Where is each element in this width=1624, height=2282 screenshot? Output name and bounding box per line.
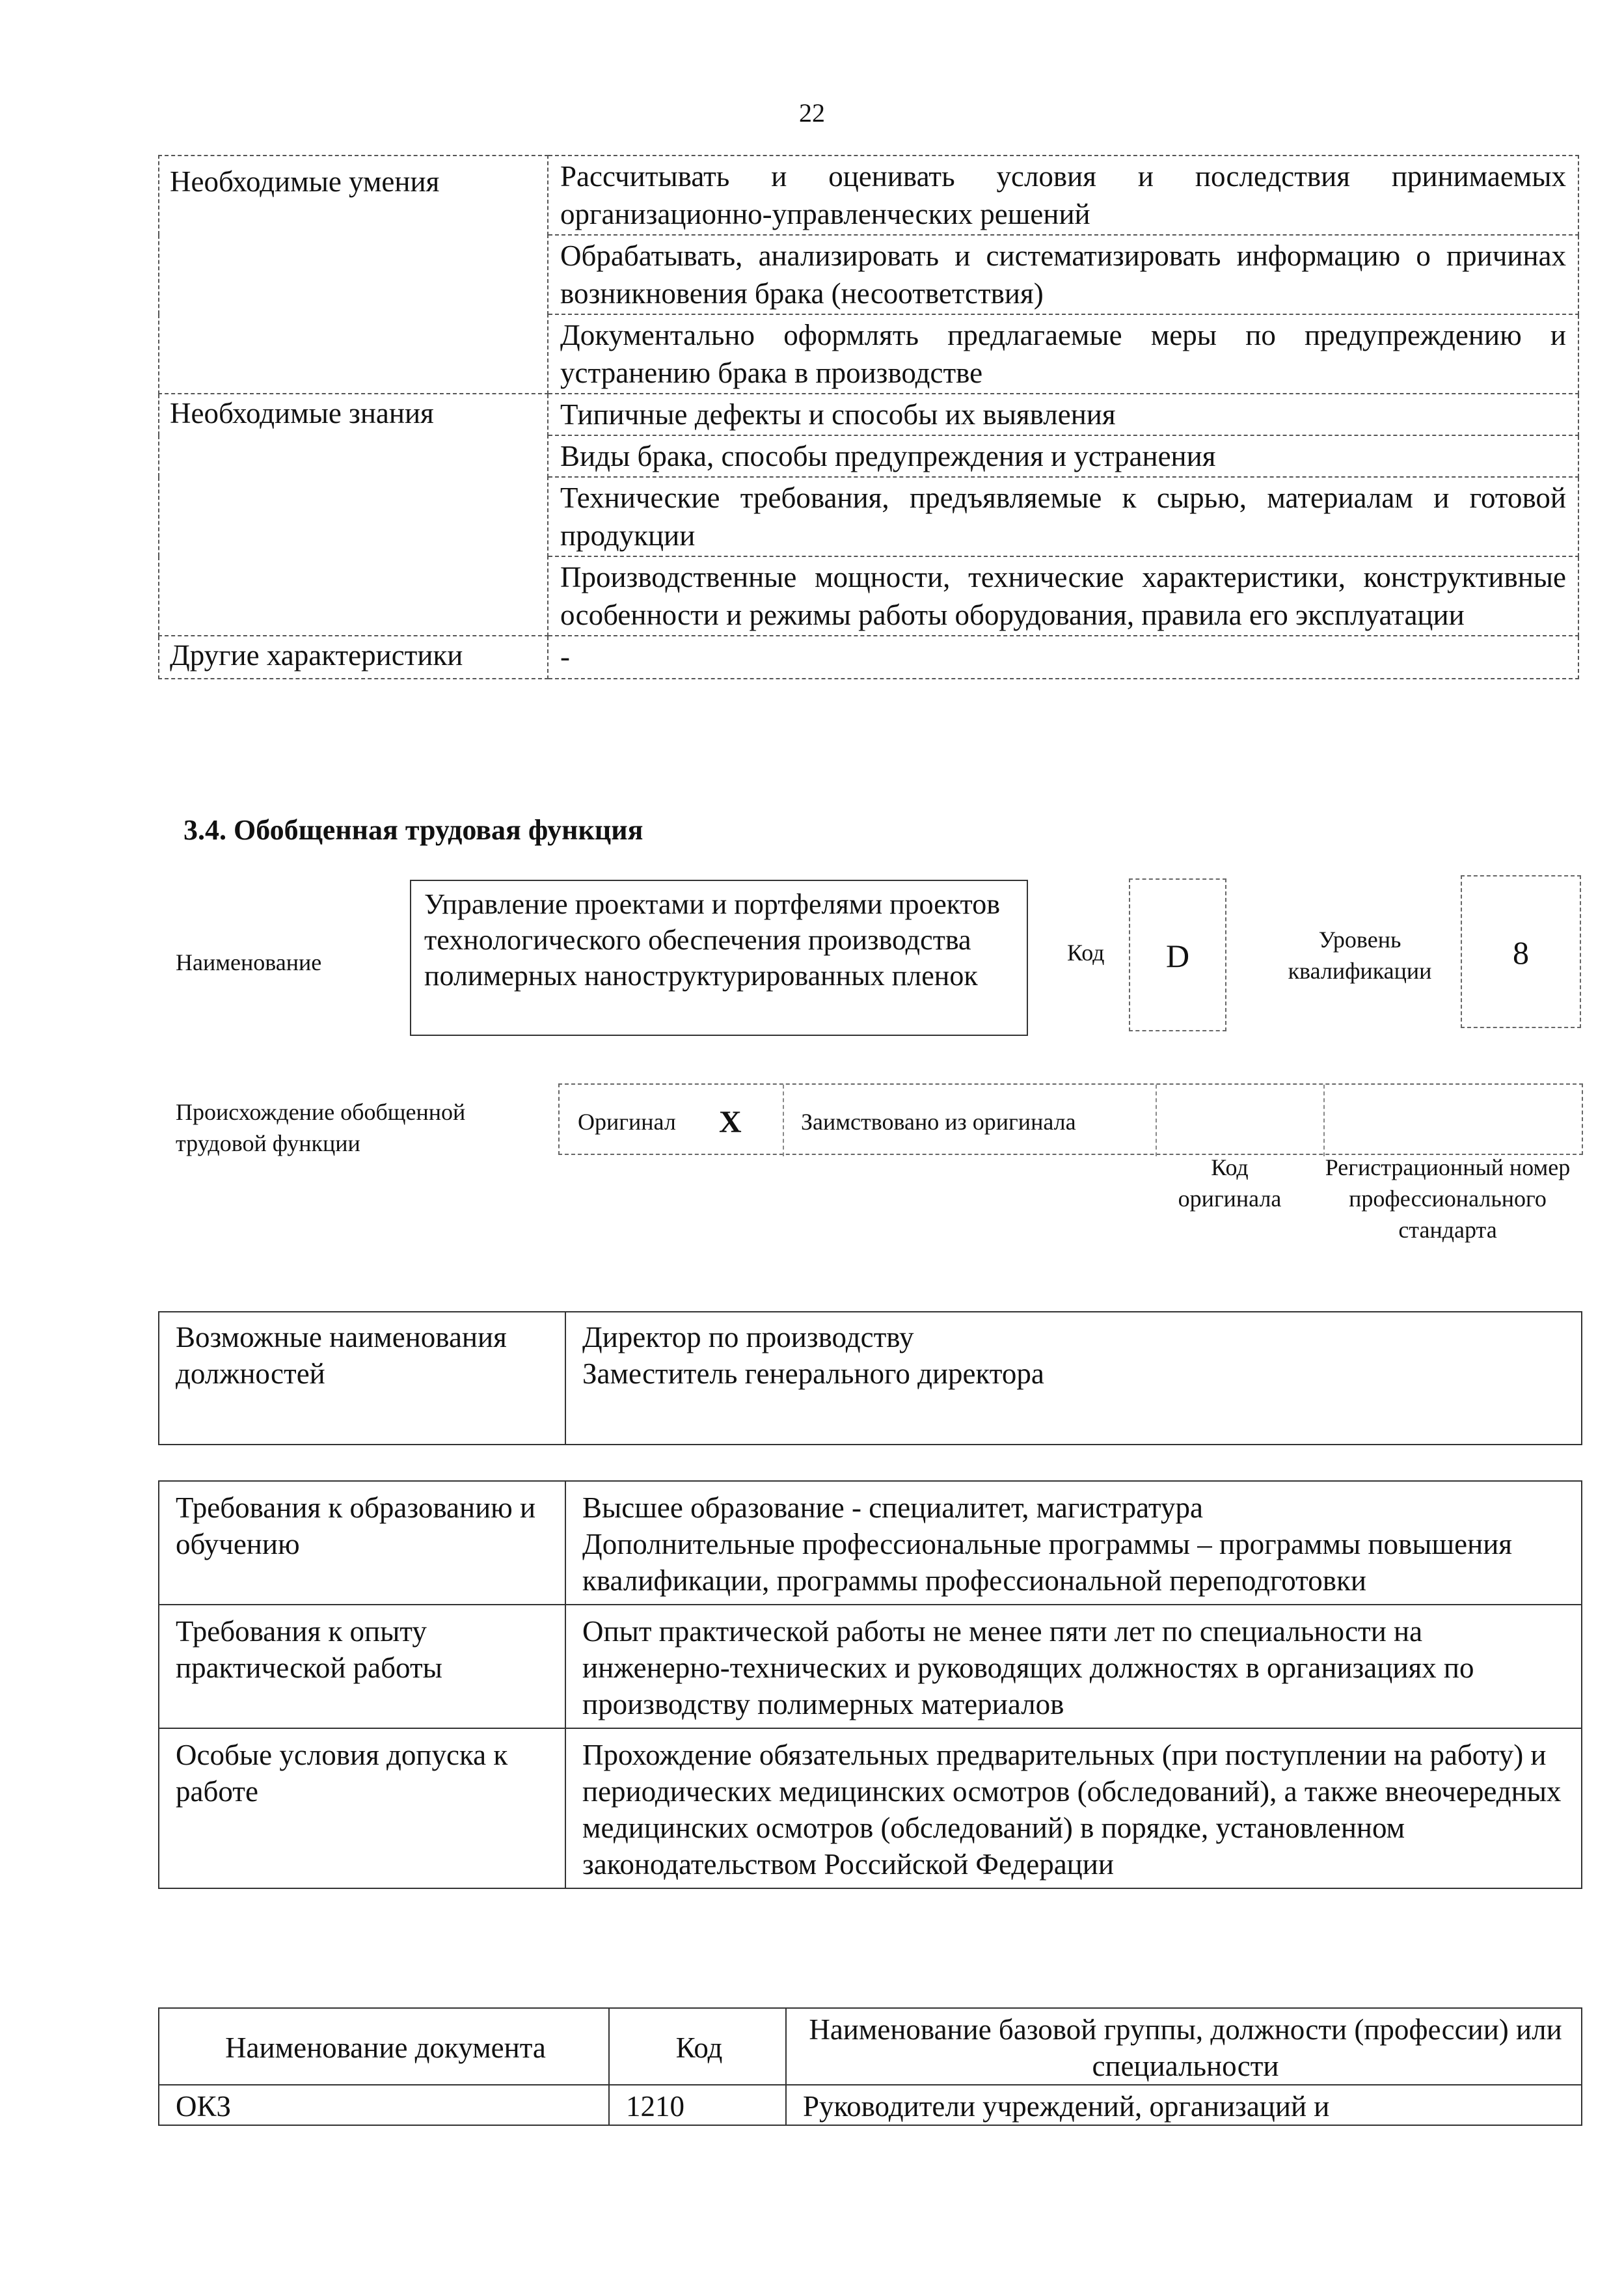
knowledge-item: Технические требования, предъявляемые к сырью, материалам и готовой продукции <box>548 477 1578 556</box>
positions-values <box>565 1312 1582 1445</box>
skill-item: Обрабатывать, анализировать и систематизировать информацию о причинах возникновения брака (несоответствия) <box>548 235 1578 314</box>
other-value: - <box>548 636 1578 679</box>
origin-borrowed-cell <box>784 1085 1157 1156</box>
level-value-box: 8 <box>1461 875 1581 1028</box>
reg-number-caption: Регистрационный номер профессионального стандарта <box>1325 1154 1571 1243</box>
requirement-value <box>565 1481 1582 1605</box>
requirement-value <box>565 1605 1582 1728</box>
position-item: Заместитель генерального директора <box>582 1357 1044 1390</box>
skill-item: Рассчитывать и оценивать условия и последствия принимаемых организационно-управленческих решений <box>548 156 1578 235</box>
code-original-caption: Код оригинала <box>1178 1154 1282 1212</box>
knowledge-item: Виды брака, способы предупреждения и устранения <box>548 435 1578 477</box>
position-item: Директор по производству <box>582 1321 914 1353</box>
skills-knowledge-table <box>158 155 1579 679</box>
documents-table <box>158 2007 1582 2126</box>
positions-table <box>158 1311 1582 1445</box>
header-doc-name: Наименование документа <box>159 2008 609 2085</box>
doc-group-cell: Руководители учреждений, организаций и <box>786 2085 1582 2125</box>
requirement-line: Дополнительные профессиональные программы – программы повышения квалификации, программы профессиональной переподготовки <box>582 1528 1512 1597</box>
requirement-line: Высшее образование - специалитет, магистратура <box>582 1491 1203 1524</box>
origin-label: Происхождение обобщенной трудовой функции <box>176 1099 466 1156</box>
other-label: Другие характеристики <box>159 636 548 679</box>
code-label: Код <box>1067 940 1105 966</box>
origin-strip <box>558 1083 1583 1155</box>
header-code: Код <box>609 2008 786 2085</box>
original-mark: X <box>719 1105 742 1139</box>
doc-code-cell: 1210 <box>609 2085 786 2125</box>
requirement-value <box>565 1728 1582 1888</box>
doc-name-cell: ОКЗ <box>159 2085 609 2125</box>
requirement-line: Прохождение обязательных предварительных (при поступлении на работу) и периодических медицинских осмотров (обследований), а также внеочередных медицинских осмотров (обследований) в порядке, установленном законодательством Российской Федерации <box>582 1739 1562 1881</box>
requirements-table <box>158 1480 1582 1889</box>
function-name-box: Управление проектами и портфелями проектов технологического обеспечения производства полимерных наноструктурированных пленок <box>410 880 1028 1036</box>
origin-reg-cell <box>1325 1085 1584 1156</box>
borrowed-label: Заимствовано из оригинала <box>801 1109 1076 1135</box>
skill-item: Документально оформлять предлагаемые меры по предупреждению и устранению брака в производстве <box>548 314 1578 394</box>
table-row <box>159 2085 1582 2125</box>
name-label: Наименование <box>176 949 322 975</box>
header-group-name: Наименование базовой группы, должности (профессии) или специальности <box>786 2008 1582 2085</box>
requirement-label: Требования к опыту практической работы <box>159 1605 565 1728</box>
skills-label: Необходимые умения <box>159 156 548 394</box>
origin-original-cell <box>560 1085 784 1156</box>
level-label: Уровень квалификации <box>1288 927 1432 984</box>
code-value-box: D <box>1129 878 1226 1031</box>
knowledge-item: Производственные мощности, технические характеристики, конструктивные особенности и режимы работы оборудования, правила его эксплуатации <box>548 556 1578 636</box>
section-title: 3.4. Обобщенная трудовая функция <box>183 814 643 846</box>
origin-code-cell <box>1157 1085 1325 1156</box>
knowledge-label: Необходимые знания <box>159 394 548 636</box>
requirement-label: Особые условия допуска к работе <box>159 1728 565 1888</box>
requirement-label: Требования к образованию и обучению <box>159 1481 565 1605</box>
page-number: 22 <box>799 98 825 128</box>
positions-label: Возможные наименования должностей <box>159 1312 565 1445</box>
requirement-line: Опыт практической работы не менее пяти лет по специальности на инженерно-технических и руководящих должностях в организациях по производству полимерных материалов <box>582 1615 1474 1720</box>
original-label: Оригинал <box>578 1109 676 1135</box>
knowledge-item: Типичные дефекты и способы их выявления <box>548 394 1578 435</box>
